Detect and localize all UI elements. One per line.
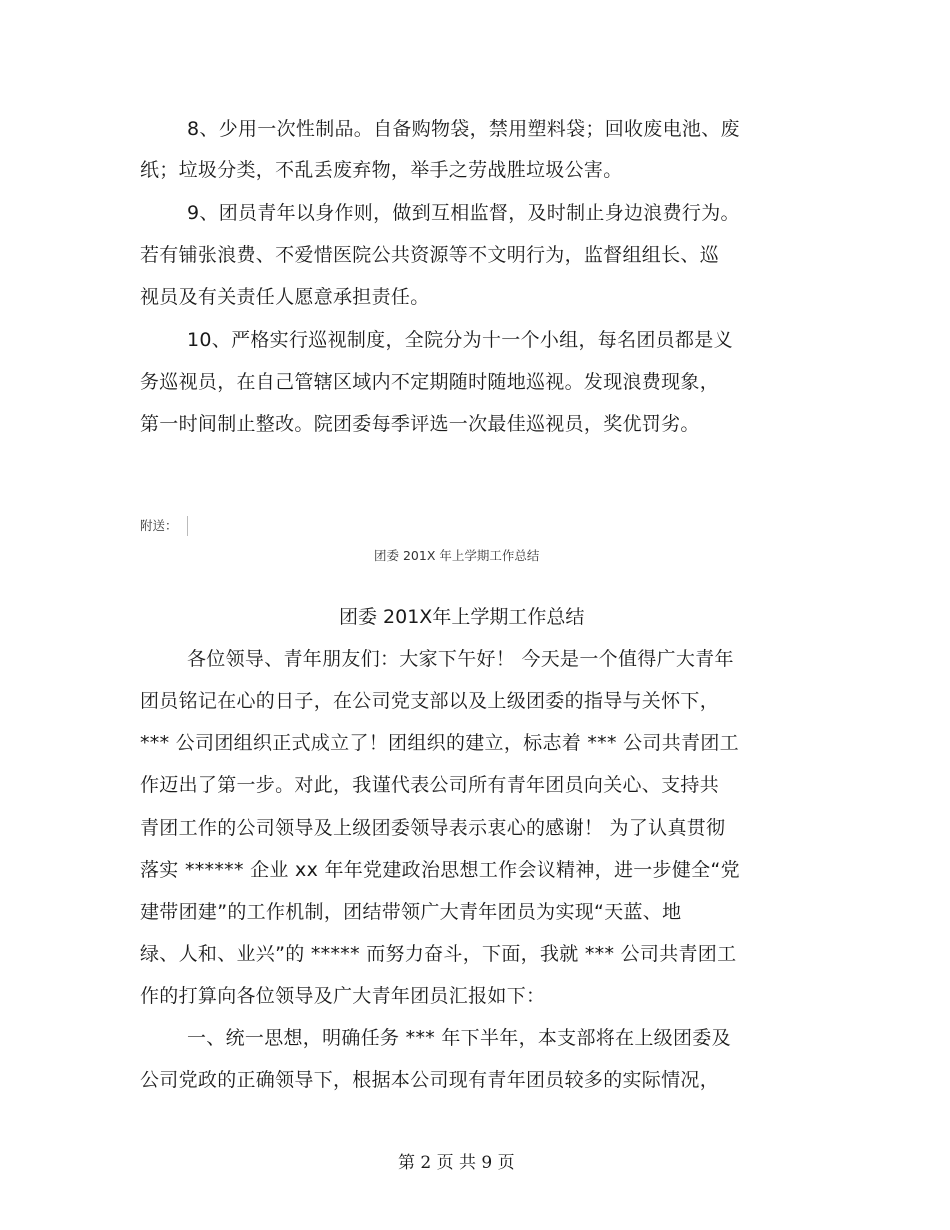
paragraph-line: 绿、人和、业兴”的 ***** 而努力奋斗，下面，我就 *** 公司共青团工 (140, 943, 737, 965)
paragraph-line: 落实 ****** 企业 xx 年年党建政治思想工作会议精神，进一步健全“党 (140, 859, 740, 881)
paragraph-line: 若有铺张浪费、不爱惜医院公共资源等不文明行为，监督组组长、巡 (140, 244, 720, 266)
text-cursor (187, 516, 188, 536)
paragraph-line: 10、严格实行巡视制度，全院分为十一个小组，每名团员都是义 (187, 329, 733, 351)
paragraph-line: *** 公司团组织正式成立了！团组织的建立，标志着 *** 公司共青团工 (140, 732, 739, 754)
paragraph-line: 纸；垃圾分类，不乱丢废弃物，举手之劳战胜垃圾公害。 (140, 159, 623, 181)
paragraph-line: 建带团建”的工作机制，团结带领广大青年团员为实现“天蓝、地 (140, 901, 682, 923)
page-number: 第 2 页 共 9 页 (398, 1153, 515, 1173)
attachment-label: 附送： (140, 518, 178, 533)
paragraph-line: 作的打算向各位领导及广大青年团员汇报如下： (140, 985, 546, 1007)
paragraph-line: 青团工作的公司领导及上级团委领导表示衷心的感谢！ 为了认真贯彻 (140, 817, 726, 839)
paragraph-line: 务巡视员，在自己管辖区域内不定期随时随地巡视。发现浪费现象， (140, 371, 720, 393)
paragraph-line: 各位领导、青年朋友们：大家下午好！ 今天是一个值得广大青年 (187, 648, 734, 670)
paragraph-line: 公司党政的正确领导下，根据本公司现有青年团员较多的实际情况， (140, 1069, 720, 1091)
paragraph-line: 视员及有关责任人愿意承担责任。 (140, 286, 430, 308)
paragraph-line: 一、统一思想，明确任务 *** 年下半年，本支部将在上级团委及 (187, 1027, 731, 1049)
attachment-subtitle: 团委 201X 年上学期工作总结 (374, 548, 540, 563)
paragraph-line: 团员铭记在心的日子，在公司党支部以及上级团委的指导与关怀下， (140, 690, 720, 712)
paragraph-line: 8、少用一次性制品。自备购物袋，禁用塑料袋；回收废电池、废 (187, 118, 740, 140)
paragraph-line: 第一时间制止整改。院团委每季评选一次最佳巡视员，奖优罚劣。 (140, 413, 700, 435)
document-title: 团委 201X年上学期工作总结 (339, 606, 585, 628)
paragraph-line: 作迈出了第一步。对此，我谨代表公司所有青年团员向关心、支持共 (140, 774, 720, 796)
paragraph-line: 9、团员青年以身作则，做到互相监督，及时制止身边浪费行为。 (187, 202, 740, 224)
